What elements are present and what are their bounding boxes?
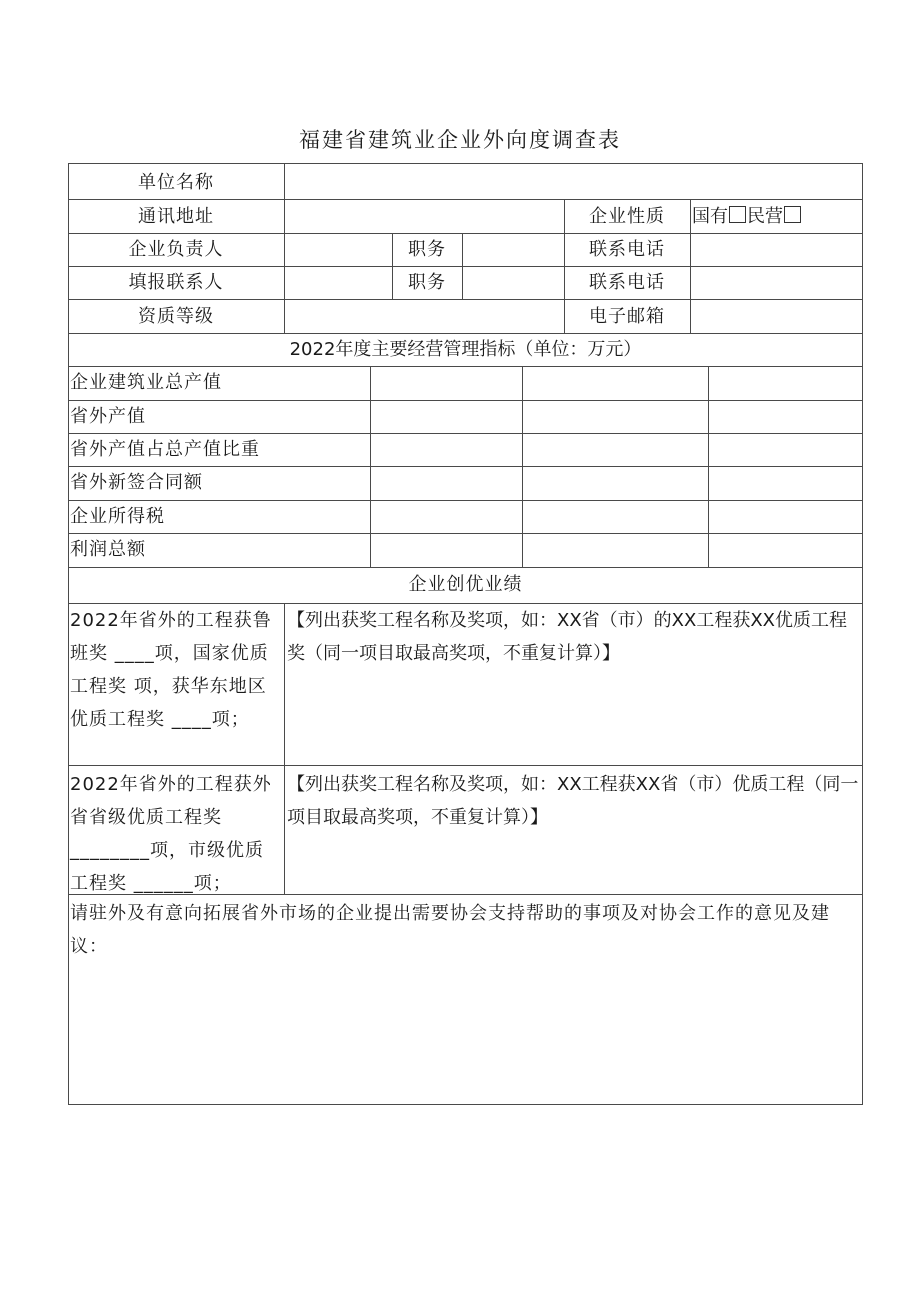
indicator-row: 利润总额	[70, 539, 146, 560]
provincial-awards-note: 【列出获奖工程名称及奖项，如：XX工程获XX省（市）优质工程（同一项目取最高奖项，不重复计算）】	[287, 774, 859, 828]
enterprise-type-options	[690, 200, 864, 233]
indicator-row: 省外产值占总产值比重	[70, 439, 260, 460]
checkbox-private[interactable]	[784, 206, 801, 223]
option-private: 民营	[747, 206, 783, 227]
label-enterprise-type: 企业性质	[589, 206, 665, 227]
label-position-1: 职务	[408, 239, 446, 260]
label-address: 通讯地址	[138, 206, 214, 227]
label-phone-1: 联系电话	[589, 239, 665, 260]
option-state-owned: 国有	[692, 206, 728, 227]
national-awards-note: 【列出获奖工程名称及奖项，如：XX省（市）的XX工程获XX优质工程奖（同一项目取最高奖项，不重复计算）】	[287, 610, 847, 664]
indicator-row: 企业建筑业总产值	[70, 372, 222, 393]
label-filler: 填报联系人	[128, 272, 224, 293]
indicator-row: 省外产值	[70, 406, 146, 427]
suggestion-prompt: 请驻外及有意向拓展省外市场的企业提出需要协会支持帮助的事项及对协会工作的意见及建议：	[70, 903, 830, 957]
awards-header: 企业创优业绩	[408, 574, 523, 595]
page-title: 福建省建筑业企业外向度调查表	[299, 128, 621, 152]
indicators-header: 2022年度主要经营管理指标（单位：万元）	[289, 339, 642, 360]
label-responsible-person: 企业负责人	[128, 239, 224, 260]
national-awards-label: 2022年省外的工程获鲁班奖 ____项，国家优质工程奖 项，获华东地区优质工程奖 ____项；	[70, 610, 272, 730]
survey-form	[68, 163, 863, 1105]
checkbox-state-owned[interactable]	[729, 206, 746, 223]
indicator-row: 企业所得税	[70, 506, 165, 527]
label-position-2: 职务	[408, 272, 446, 293]
label-unit-name: 单位名称	[138, 172, 214, 193]
label-qualification: 资质等级	[138, 306, 214, 327]
provincial-awards-label: 2022年省外的工程获外省省级优质工程奖________项，市级优质工程奖 ______项；	[70, 774, 272, 894]
indicator-row: 省外新签合同额	[70, 472, 203, 493]
label-email: 电子邮箱	[589, 306, 665, 327]
label-phone-2: 联系电话	[589, 272, 665, 293]
